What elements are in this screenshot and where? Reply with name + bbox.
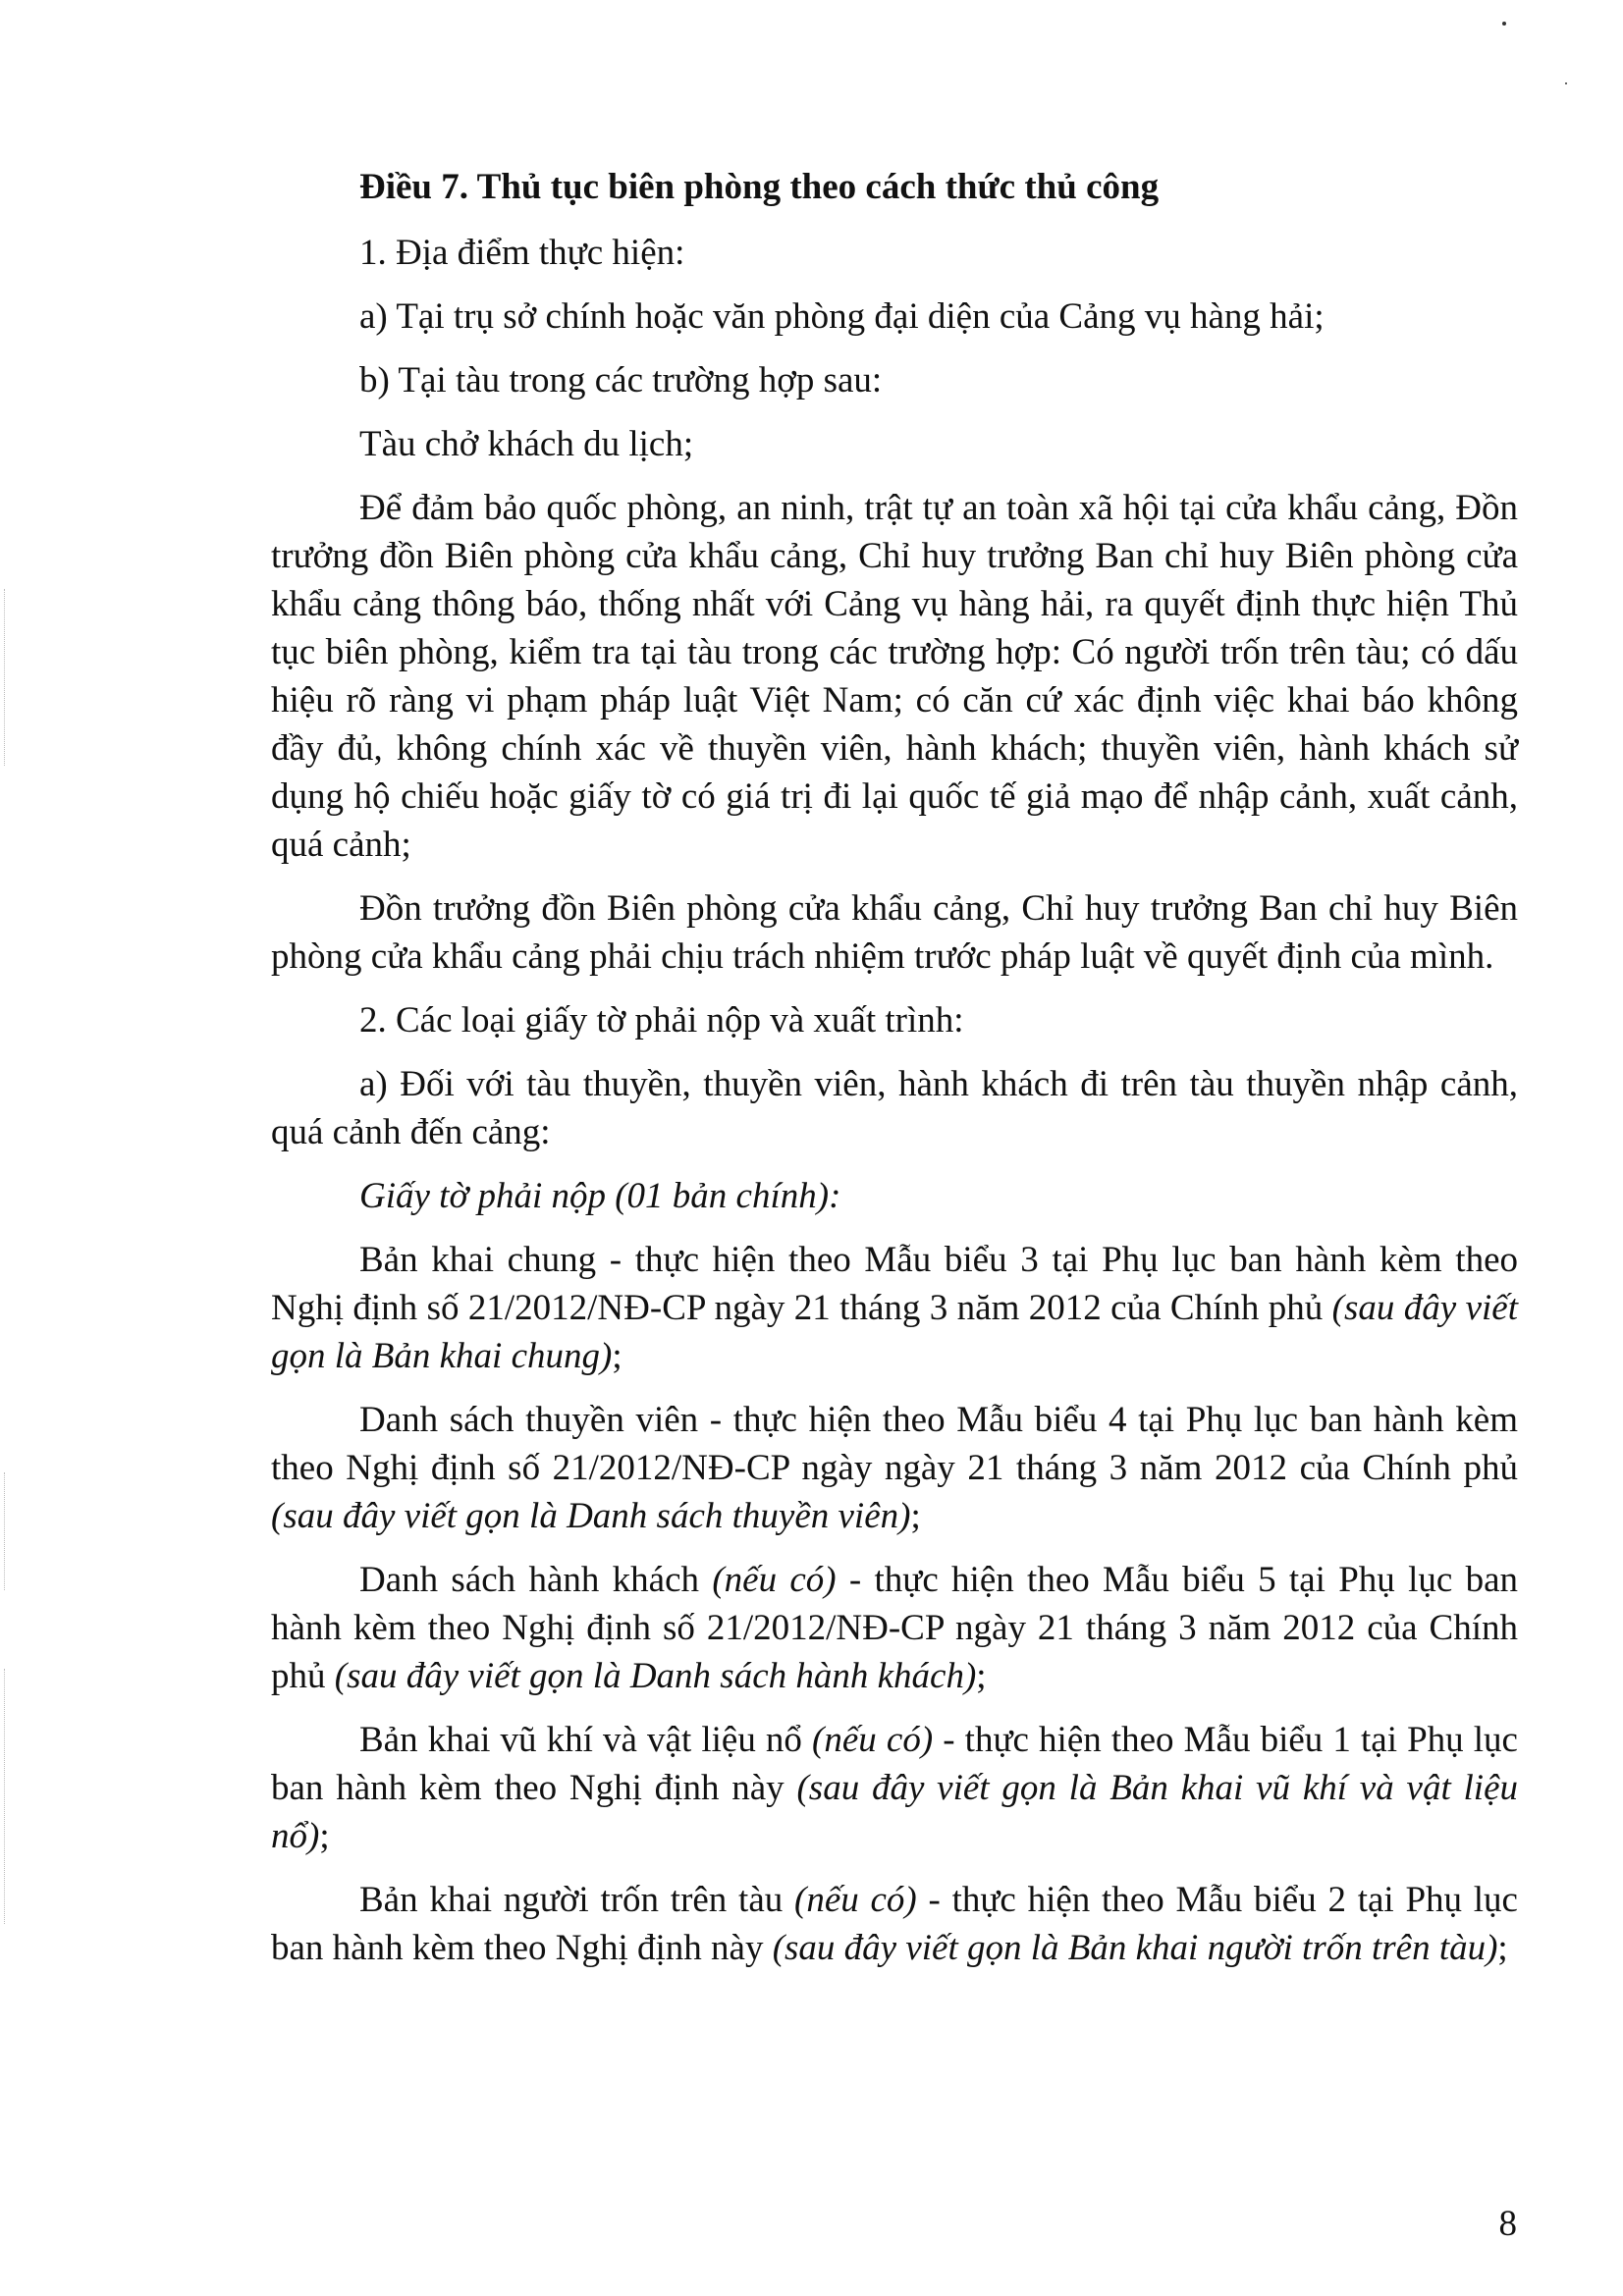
scan-edge-mark xyxy=(4,1472,13,1590)
paragraph: Tàu chở khách du lịch; xyxy=(359,424,694,464)
paragraph-italic: Giấy tờ phải nộp (01 bản chính): xyxy=(359,1176,841,1216)
paragraph: Bản khai người trốn trên tàu (nếu có) - thực hiện theo Mẫu biểu 2 tại Phụ lục ban hành kèm theo Nghị định này (sau đây viết gọn là Bản khai người trốn trên tàu); xyxy=(271,1880,1518,1968)
page-number: 8 xyxy=(1498,2204,1517,2244)
paragraph: Đồn trưởng đồn Biên phòng cửa khẩu cảng, Chỉ huy trưởng Ban chỉ huy Biên phòng cửa khẩu cảng phải chịu trách nhiệm trước pháp luật về quyết định của mình. xyxy=(271,888,1518,977)
scan-edge-mark xyxy=(4,589,13,766)
paragraph: a) Đối với tàu thuyền, thuyền viên, hành khách đi trên tàu thuyền nhập cảnh, quá cảnh đến cảng: xyxy=(271,1064,1518,1152)
scan-edge-mark xyxy=(4,1669,13,1924)
scan-speck xyxy=(1565,82,1567,84)
paragraph: Danh sách thuyền viên - thực hiện theo Mẫu biểu 4 tại Phụ lục ban hành kèm theo Nghị định số 21/2012/NĐ-CP ngày ngày 21 tháng 3 năm 2012 của Chính phủ (sau đây viết gọn là Danh sách thuyền viên); xyxy=(271,1400,1518,1536)
scan-speck xyxy=(1502,22,1506,26)
document-page xyxy=(271,163,1518,1988)
paragraph: Bản khai vũ khí và vật liệu nổ (nếu có) - thực hiện theo Mẫu biểu 1 tại Phụ lục ban hành kèm theo Nghị định này (sau đây viết gọn là Bản khai vũ khí và vật liệu nổ); xyxy=(271,1720,1518,1856)
paragraph: Để đảm bảo quốc phòng, an ninh, trật tự an toàn xã hội tại cửa khẩu cảng, Đồn trưởng đồn Biên phòng cửa khẩu cảng, Chỉ huy trưởng Ban chỉ huy Biên phòng cửa khẩu cảng thông báo, thống nhất với Cảng vụ hàng hải, ra quyết định thực hiện Thủ tục biên phòng, kiểm tra tại tàu trong các trường hợp: Có người trốn trên tàu; có dấu hiệu rõ ràng vi phạm pháp luật Việt Nam; có căn cứ xác định việc khai báo không đầy đủ, không chính xác về thuyền viên, hành khách; thuyền viên, hành khách sử dụng hộ chiếu hoặc giấy tờ có giá trị đi lại quốc tế giả mạo để nhập cảnh, xuất cảnh, quá cảnh; xyxy=(271,488,1518,865)
article-heading: Điều 7. Thủ tục biên phòng theo cách thức thủ công xyxy=(359,167,1160,207)
paragraph: b) Tại tàu trong các trường hợp sau: xyxy=(359,360,883,400)
paragraph: 1. Địa điểm thực hiện: xyxy=(359,233,685,273)
paragraph: 2. Các loại giấy tờ phải nộp và xuất trình: xyxy=(359,1000,964,1041)
paragraph: Danh sách hành khách (nếu có) - thực hiện theo Mẫu biểu 5 tại Phụ lục ban hành kèm theo Nghị định số 21/2012/NĐ-CP ngày 21 tháng 3 năm 2012 của Chính phủ (sau đây viết gọn là Danh sách hành khách); xyxy=(271,1560,1518,1696)
paragraph: a) Tại trụ sở chính hoặc văn phòng đại diện của Cảng vụ hàng hải; xyxy=(359,296,1325,337)
paragraph: Bản khai chung - thực hiện theo Mẫu biểu 3 tại Phụ lục ban hành kèm theo Nghị định số 21/2012/NĐ-CP ngày 21 tháng 3 năm 2012 của Chính phủ (sau đây viết gọn là Bản khai chung); xyxy=(271,1240,1519,1376)
